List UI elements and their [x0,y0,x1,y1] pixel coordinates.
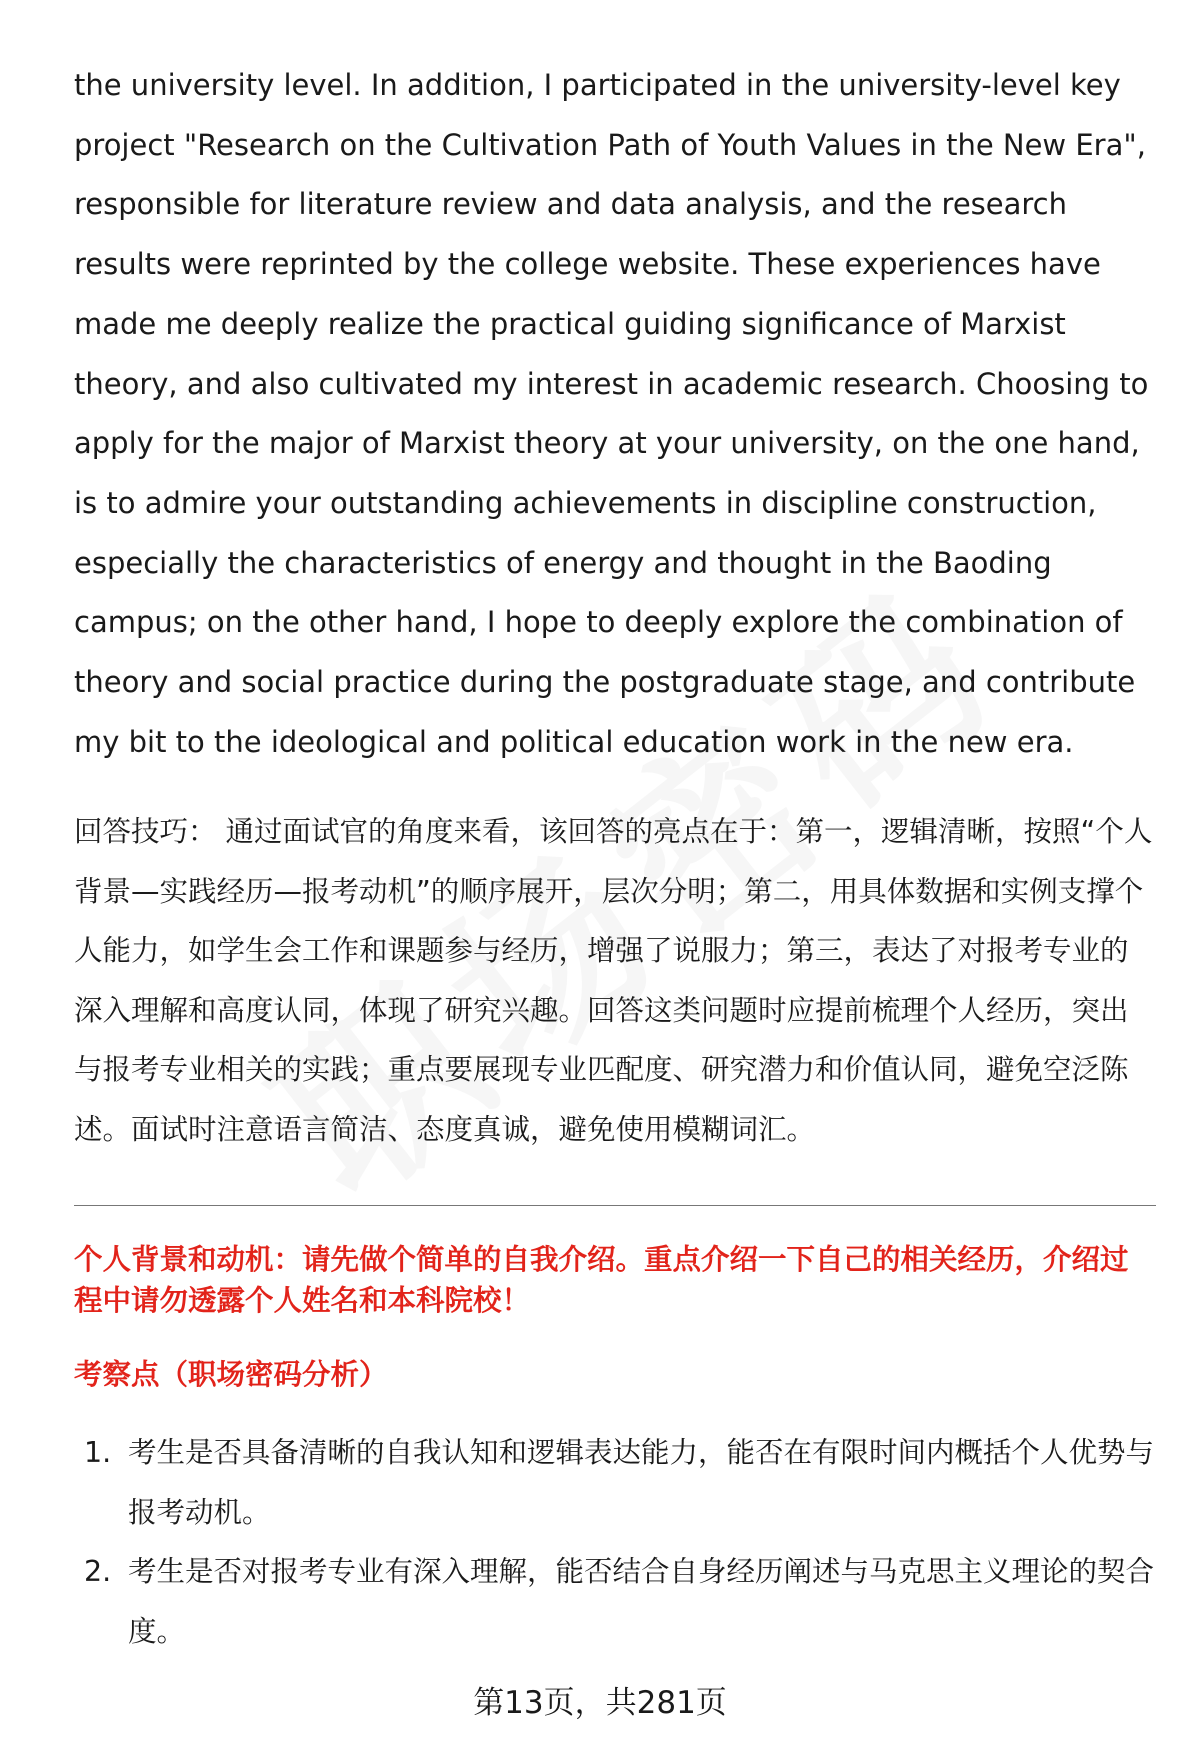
section-divider [74,1205,1156,1206]
page-number-footer: 第13页，共281页 [473,1685,727,1721]
english-answer-paragraph: the university level. In addition, I participated in the university-level key project "Research on the Cultivation Path of Youth Values in the New Era", responsible for literature review and data analysis, and the research results were reprinted by the college website. These experiences have made me deeply realize the practical guiding significance of Marxist theory, and also cultivated my interest in academic research. Choosing to apply for the major of Marxist theory at your university, on the one hand, is to admire your outstanding achievements in discipline construction, especially the characteristics of energy and thought in the Baoding campus; on the other hand, I hope to deeply explore the combination of theory and social practice during the postgraduate stage, and contribute my bit to the ideological and political education work in the new era. [74,68,1149,759]
assessment-points-heading: 考察点（职场密码分析） [74,1358,388,1391]
list-item [74,1542,1156,1661]
answer-tips-paragraph: 回答技巧： 通过面试官的角度来看，该回答的亮点在于：第一，逻辑清晰，按照“个人背景—实践经历—报考动机”的顺序展开，层次分明；第二，用具体数据和实例支撑个人能力，如学生会工作和课题参与经历，增强了说服力；第三，表达了对报考专业的深入理解和高度认同，体现了研究兴趣。回答这类问题时应提前梳理个人经历，突出与报考专业相关的实践；重点要展现专业匹配度、研究潜力和价值认同，避免空泛陈述。面试时注意语言简洁、态度真诚，避免使用模糊词汇。 [74,815,1153,1146]
list-item-text: 考生是否具备清晰的自我认知和逻辑表达能力，能否在有限时间内概括个人优势与报考动机。 [128,1436,1155,1529]
list-item-number: 2. [84,1555,112,1589]
interview-question-heading: 个人背景和动机：请先做个简单的自我介绍。重点介绍一下自己的相关经历，介绍过程中请勿透露个人姓名和本科院校！ [74,1243,1129,1317]
assessment-points-list [74,1423,1156,1661]
list-item-number: 1. [84,1436,112,1469]
list-item-text: 考生是否对报考专业有深入理解，能否结合自身经历阐述与马克思主义理论的契合度。 [128,1555,1155,1648]
list-item [74,1423,1156,1542]
